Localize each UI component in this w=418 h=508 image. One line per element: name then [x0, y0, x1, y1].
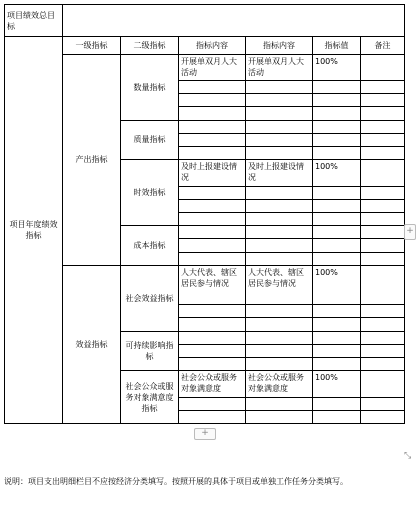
social-value[interactable]: 100%: [313, 265, 361, 305]
empty-cell[interactable]: [361, 252, 405, 265]
footnote: 说明：项目支出明细栏目不应按经济分类填写。按照开展的具体于项目或单独工作任务分类填写。: [4, 477, 348, 486]
empty-cell[interactable]: [179, 305, 246, 318]
satisfaction-remark[interactable]: [361, 371, 405, 397]
annual-indicator-label: 项目年度绩效指标: [5, 37, 63, 424]
add-column-button[interactable]: +: [404, 224, 416, 240]
timeliness-remark[interactable]: [361, 160, 405, 186]
empty-cell[interactable]: [313, 133, 361, 146]
quantity-content-2[interactable]: 开展单双月人大活动: [246, 54, 313, 80]
empty-cell[interactable]: [246, 331, 313, 344]
empty-cell[interactable]: [361, 186, 405, 199]
empty-cell[interactable]: [246, 318, 313, 331]
goal-label: 项目绩效总目标: [5, 5, 63, 37]
empty-cell[interactable]: [246, 226, 313, 239]
empty-cell[interactable]: [179, 212, 246, 225]
output-indicator-label: 产出指标: [63, 54, 121, 265]
empty-cell[interactable]: [246, 358, 313, 371]
empty-cell[interactable]: [361, 94, 405, 107]
satisfaction-content-2[interactable]: 社会公众或服务对象满意度: [246, 371, 313, 397]
empty-cell[interactable]: [246, 199, 313, 212]
header-content-1: 指标内容: [179, 37, 246, 54]
empty-cell[interactable]: [361, 147, 405, 160]
header-remark: 备注: [361, 37, 405, 54]
empty-cell[interactable]: [246, 133, 313, 146]
timeliness-content-2[interactable]: 及时上报建设情况: [246, 160, 313, 186]
empty-cell[interactable]: [246, 239, 313, 252]
empty-cell[interactable]: [313, 410, 361, 423]
empty-cell[interactable]: [361, 199, 405, 212]
sustainable-indicator-label: 可持续影响指标: [121, 331, 179, 371]
timeliness-indicator-label: 时效指标: [121, 160, 179, 226]
empty-cell[interactable]: [179, 344, 246, 357]
empty-cell[interactable]: [246, 397, 313, 410]
empty-cell[interactable]: [313, 199, 361, 212]
quantity-indicator-label: 数量指标: [121, 54, 179, 120]
empty-cell[interactable]: [246, 212, 313, 225]
quantity-value[interactable]: 100%: [313, 54, 361, 80]
header-level2: 二级指标: [121, 37, 179, 54]
empty-cell[interactable]: [179, 358, 246, 371]
satisfaction-content-1[interactable]: 社会公众或服务对象满意度: [179, 371, 246, 397]
cost-indicator-label: 成本指标: [121, 226, 179, 266]
empty-cell[interactable]: [313, 147, 361, 160]
empty-cell[interactable]: [313, 120, 361, 133]
empty-cell[interactable]: [361, 344, 405, 357]
empty-cell[interactable]: [313, 358, 361, 371]
empty-cell[interactable]: [313, 226, 361, 239]
empty-cell[interactable]: [313, 186, 361, 199]
empty-cell[interactable]: [361, 318, 405, 331]
empty-cell[interactable]: [246, 81, 313, 94]
empty-cell[interactable]: [179, 410, 246, 423]
quantity-content-1[interactable]: 开展单双月人大活动: [179, 54, 246, 80]
satisfaction-value[interactable]: 100%: [313, 371, 361, 397]
empty-cell[interactable]: [361, 107, 405, 120]
empty-cell[interactable]: [313, 81, 361, 94]
empty-cell[interactable]: [246, 120, 313, 133]
empty-cell[interactable]: [313, 212, 361, 225]
empty-cell[interactable]: [179, 133, 246, 146]
social-content-1[interactable]: 人大代表、辖区居民参与情况: [179, 265, 246, 305]
empty-cell[interactable]: [361, 120, 405, 133]
empty-cell[interactable]: [179, 397, 246, 410]
social-remark[interactable]: [361, 265, 405, 305]
empty-cell[interactable]: [246, 344, 313, 357]
quality-indicator-label: 质量指标: [121, 120, 179, 160]
empty-cell[interactable]: [179, 239, 246, 252]
empty-cell[interactable]: [361, 212, 405, 225]
empty-cell[interactable]: [361, 81, 405, 94]
empty-cell[interactable]: [313, 305, 361, 318]
empty-cell[interactable]: [361, 305, 405, 318]
empty-cell[interactable]: [313, 397, 361, 410]
empty-cell[interactable]: [361, 226, 405, 239]
empty-cell[interactable]: [179, 318, 246, 331]
empty-cell[interactable]: [313, 107, 361, 120]
add-row-button[interactable]: +: [194, 428, 216, 440]
empty-cell[interactable]: [246, 305, 313, 318]
empty-cell[interactable]: [361, 397, 405, 410]
social-content-2[interactable]: 人大代表、辖区居民参与情况: [246, 265, 313, 305]
empty-cell[interactable]: [179, 107, 246, 120]
benefit-indicator-label: 效益指标: [63, 265, 121, 423]
empty-cell[interactable]: [361, 331, 405, 344]
empty-cell[interactable]: [313, 252, 361, 265]
quantity-remark[interactable]: [361, 54, 405, 80]
empty-cell[interactable]: [179, 199, 246, 212]
empty-cell[interactable]: [246, 186, 313, 199]
empty-cell[interactable]: [179, 94, 246, 107]
empty-cell[interactable]: [313, 331, 361, 344]
timeliness-content-1[interactable]: 及时上报建设情况: [179, 160, 246, 186]
social-benefit-indicator-label: 社会效益指标: [121, 265, 179, 331]
empty-cell[interactable]: [246, 107, 313, 120]
empty-cell[interactable]: [361, 239, 405, 252]
header-value: 指标值: [313, 37, 361, 54]
empty-cell[interactable]: [246, 94, 313, 107]
empty-cell[interactable]: [246, 410, 313, 423]
empty-cell[interactable]: [313, 239, 361, 252]
empty-cell[interactable]: [361, 358, 405, 371]
goal-value-field[interactable]: [63, 5, 405, 37]
empty-cell[interactable]: [313, 318, 361, 331]
empty-cell[interactable]: [246, 147, 313, 160]
empty-cell[interactable]: [179, 81, 246, 94]
empty-cell[interactable]: [361, 410, 405, 423]
header-content-2: 指标内容: [246, 37, 313, 54]
empty-cell[interactable]: [361, 133, 405, 146]
performance-table: [4, 4, 405, 424]
empty-cell[interactable]: [179, 226, 246, 239]
header-level1: 一级指标: [63, 37, 121, 54]
empty-cell[interactable]: [179, 147, 246, 160]
satisfaction-indicator-label: 社会公众或服务对象满意度指标: [121, 371, 179, 424]
empty-cell[interactable]: [179, 252, 246, 265]
empty-cell[interactable]: [313, 344, 361, 357]
empty-cell[interactable]: [313, 94, 361, 107]
empty-cell[interactable]: [179, 120, 246, 133]
resize-handle-icon[interactable]: ⤡: [404, 451, 412, 461]
empty-cell[interactable]: [179, 331, 246, 344]
empty-cell[interactable]: [179, 186, 246, 199]
timeliness-value[interactable]: 100%: [313, 160, 361, 186]
empty-cell[interactable]: [246, 252, 313, 265]
